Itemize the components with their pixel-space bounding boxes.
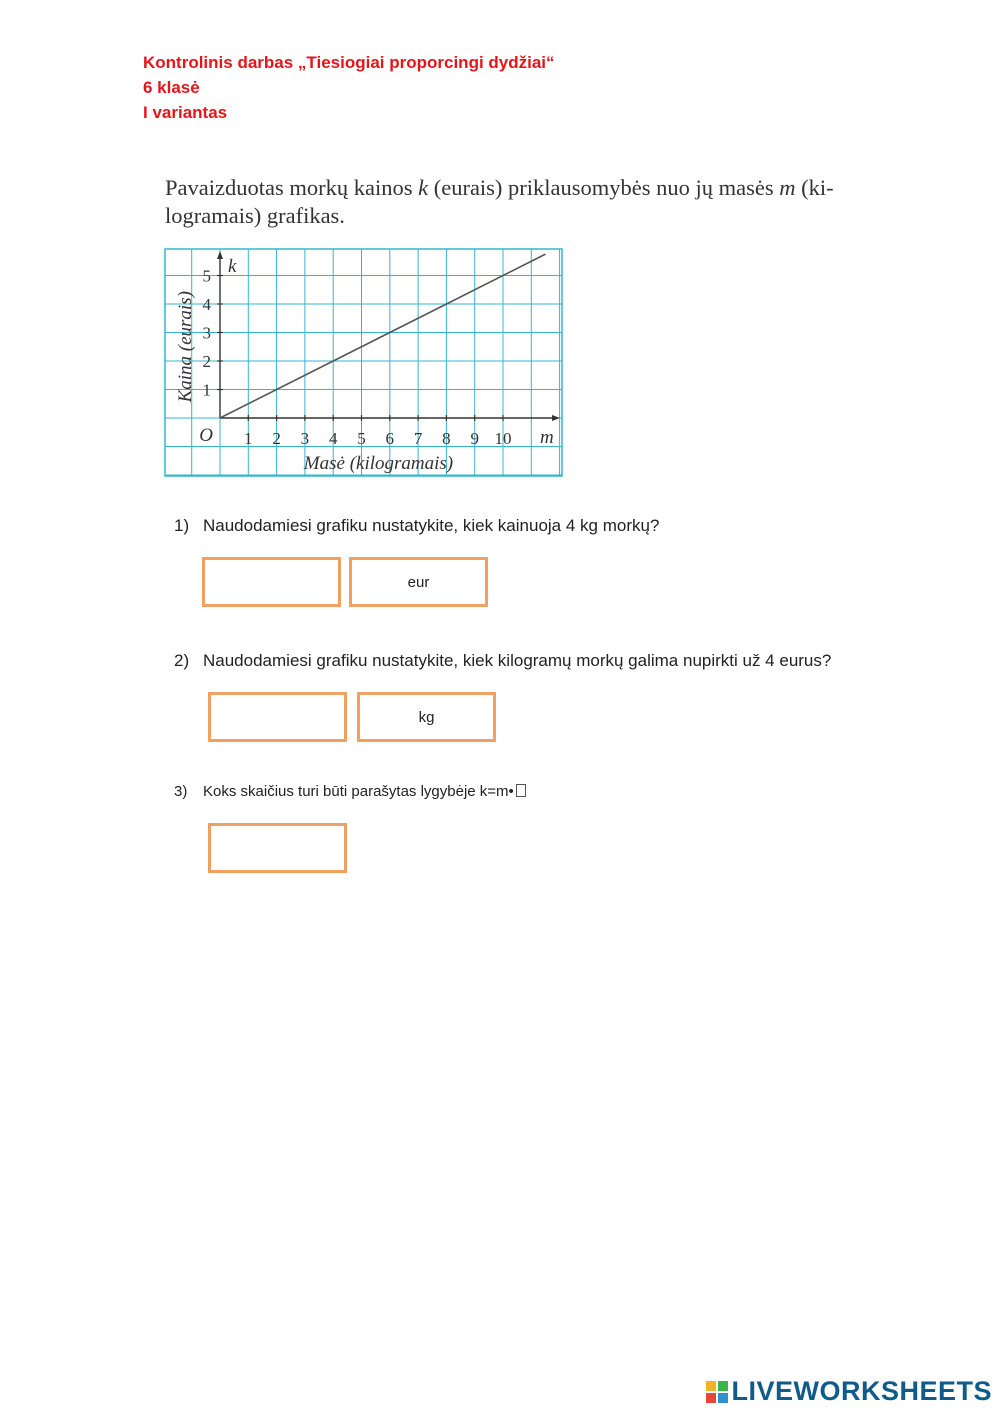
intro-text-2: (eurais) priklausomybės nuo jų masės [428, 175, 780, 200]
answer-3-input[interactable] [211, 825, 344, 871]
question-2 [174, 651, 831, 671]
question-1-number: 1) [174, 516, 190, 535]
intro-text-3: (ki-logramais) grafikas. [165, 175, 834, 228]
x-tick-label: 8 [442, 429, 451, 448]
y-tick-label: 5 [202, 266, 211, 286]
brand-name: LIVEWORKSHEETS [731, 1376, 992, 1406]
x-tick-label: 6 [385, 429, 395, 448]
question-3 [174, 783, 526, 800]
header-variant: I variantas [143, 103, 228, 122]
price-mass-graph [164, 248, 564, 478]
problem-statement [165, 174, 885, 230]
liveworksheets-brand [706, 1376, 992, 1407]
x-tick-label: 2 [272, 429, 281, 448]
question-1 [174, 516, 659, 536]
intro-k: k [418, 175, 429, 200]
y-tick-label: 1 [202, 380, 211, 400]
header-grade: 6 klasė [143, 78, 200, 97]
x-tick-label: 4 [328, 429, 338, 448]
header-title: Kontrolinis darbas „Tiesiogiai proporcingi dydžiai“ [143, 53, 555, 72]
x-tick-label: 9 [470, 429, 479, 448]
y-tick-label: 3 [202, 323, 211, 343]
intro-m: m [779, 175, 796, 200]
y-tick-label: 2 [202, 352, 211, 371]
x-tick-label: 10 [494, 429, 512, 448]
x-tick-label: 7 [413, 429, 423, 448]
answer-2-input-box[interactable] [208, 692, 347, 742]
intro-text-1: Pavaizduotas morkų kainos [165, 175, 419, 200]
answer-1-unit-box [349, 557, 488, 607]
x-axis-title: Masė (kilogramais) [303, 453, 454, 474]
question-3-number: 3) [174, 783, 188, 800]
answer-1-input[interactable] [205, 559, 338, 605]
answer-2-input[interactable] [211, 694, 344, 740]
missing-glyph-icon [516, 784, 526, 797]
answer-3-input-box[interactable] [208, 823, 347, 873]
answer-2-unit-box [357, 692, 496, 742]
answer-2-unit: kg [418, 708, 435, 726]
liveworksheets-logo-icon [706, 1381, 728, 1403]
y-axis-symbol: k [228, 256, 237, 277]
answer-1-unit: eur [407, 573, 430, 591]
x-tick-label: 5 [357, 429, 366, 448]
x-tick-label: 3 [300, 429, 310, 448]
origin-label: O [199, 425, 213, 446]
worksheet-header [143, 50, 555, 125]
y-tick-label: 4 [202, 295, 211, 314]
question-2-number: 2) [174, 651, 190, 670]
question-1-text: Naudodamiesi grafiku nustatykite, kiek kainuoja 4 kg morkų? [203, 516, 660, 535]
answer-1-input-box[interactable] [202, 557, 341, 607]
x-axis-symbol: m [540, 427, 554, 448]
y-axis-title: Kaina (eurais) [175, 291, 196, 403]
x-tick-label: 1 [244, 429, 253, 448]
question-3-text: Koks skaičius turi būti parašytas lygybėje k=m• [203, 783, 514, 800]
question-2-text: Naudodamiesi grafiku nustatykite, kiek kilogramų morkų galima nupirkti už 4 eurus? [203, 651, 832, 670]
